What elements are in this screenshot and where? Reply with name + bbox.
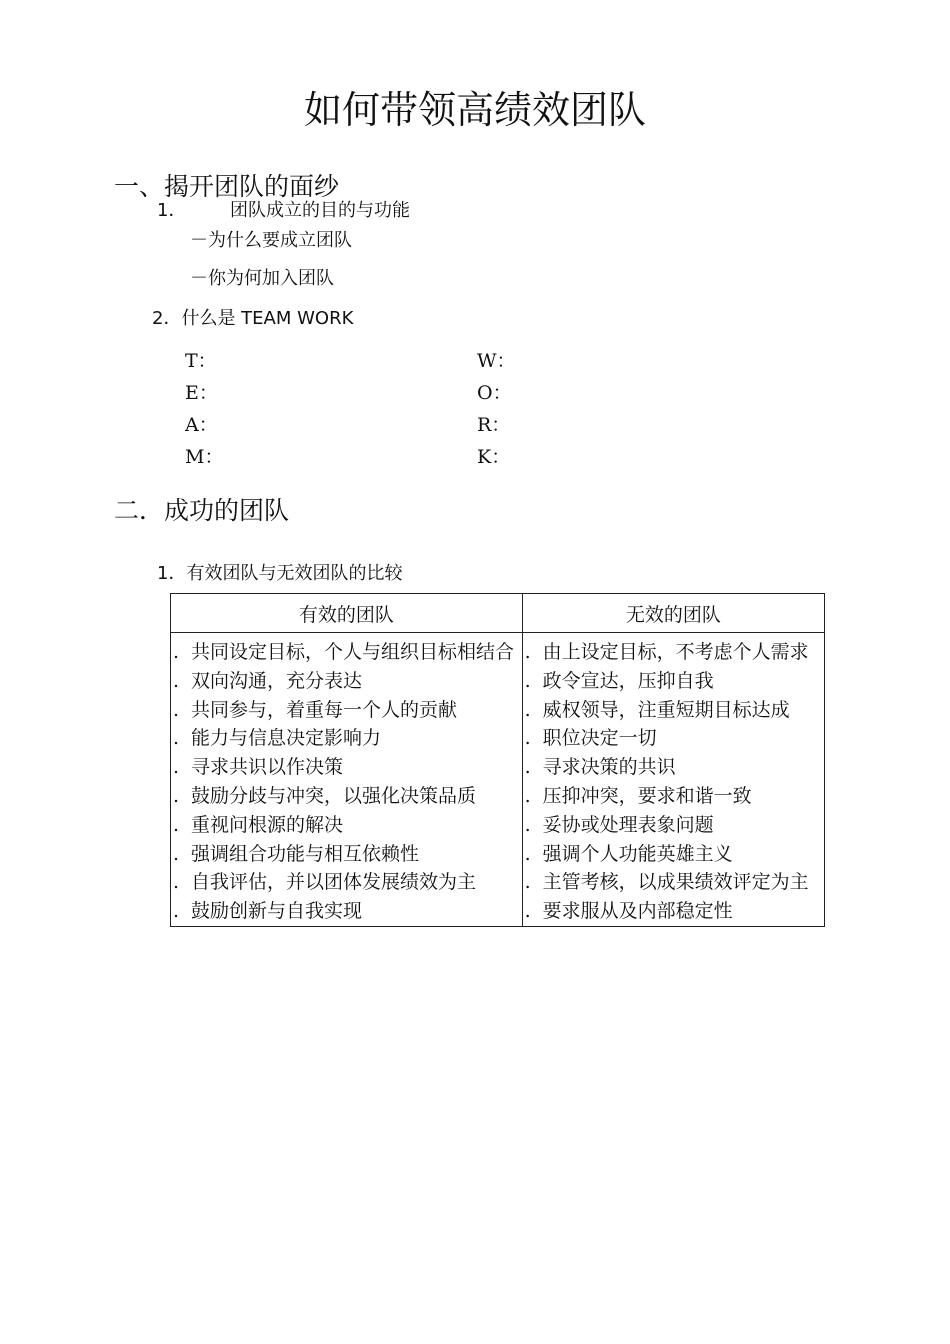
bullet: . xyxy=(524,669,531,692)
ineffective-item: 由上设定目标，不考虑个人需求 xyxy=(542,641,809,663)
bullet: . xyxy=(524,756,531,779)
comparison-table xyxy=(170,593,825,927)
table-row xyxy=(523,753,824,782)
table-header-row xyxy=(171,594,825,633)
ineffective-item: 职位决定一切 xyxy=(542,727,657,750)
table-row xyxy=(171,840,522,869)
bullet: . xyxy=(173,871,180,894)
table-row xyxy=(523,724,824,753)
letter-r: R： xyxy=(477,414,511,436)
section-1-item-1-text: 团队成立的目的与功能 xyxy=(230,200,410,221)
bullet: . xyxy=(173,727,180,750)
section-2-item-1: 1．有效团队与无效团队的比较 xyxy=(157,563,403,584)
bullet: . xyxy=(173,669,180,692)
ineffective-item: 威权领导，注重短期目标达成 xyxy=(542,698,790,721)
table-row xyxy=(171,811,522,840)
table-row xyxy=(523,638,824,667)
effective-item: 鼓励分歧与冲突，以强化决策品质 xyxy=(191,784,477,807)
section-1-item-2: 2．什么是 TEAM WORK xyxy=(152,308,354,329)
table-row xyxy=(523,811,824,840)
table-row xyxy=(523,667,824,696)
effective-item: 自我评估，并以团体发展绩效为主 xyxy=(191,871,477,894)
bullet: . xyxy=(524,842,531,865)
table-body-row xyxy=(171,633,825,927)
table-row xyxy=(523,840,824,869)
letter-k: K： xyxy=(477,446,511,468)
effective-item: 强调组合功能与相互依赖性 xyxy=(191,842,420,865)
section-1-item-1-number: 1． xyxy=(157,200,187,221)
table-row xyxy=(171,724,522,753)
effective-item: 共同参与，着重每一个人的贡献 xyxy=(191,698,458,721)
bullet: . xyxy=(524,871,531,894)
table-row xyxy=(171,753,522,782)
letter-a: A： xyxy=(185,414,218,436)
ineffective-column xyxy=(522,633,824,927)
document-title: 如何带领高绩效团队 xyxy=(303,88,646,132)
table-row xyxy=(523,696,824,725)
ineffective-item: 政令宣达，压抑自我 xyxy=(542,669,714,692)
effective-column xyxy=(171,633,523,927)
bullet: . xyxy=(173,813,180,836)
ineffective-item: 压抑冲突，要求和谐一致 xyxy=(542,784,752,807)
table-row xyxy=(171,782,522,811)
letter-e: E： xyxy=(185,382,218,404)
header-effective: 有效的团队 xyxy=(171,594,523,633)
bullet: . xyxy=(524,698,531,721)
effective-item: 鼓励创新与自我实现 xyxy=(191,900,363,923)
ineffective-item: 妥协或处理表象问题 xyxy=(542,813,714,836)
ineffective-item: 寻求决策的共识 xyxy=(542,756,676,779)
bullet: . xyxy=(524,784,531,807)
effective-item: 共同设定目标，个人与组织目标相结合 xyxy=(191,641,515,663)
effective-item: 双向沟通，充分表达 xyxy=(191,669,363,692)
table-row xyxy=(171,696,522,725)
bullet: . xyxy=(173,756,180,779)
section-1-heading: 一、揭开团队的面纱 xyxy=(114,172,340,201)
effective-item: 能力与信息决定影响力 xyxy=(191,727,382,750)
bullet: . xyxy=(173,842,180,865)
table-row xyxy=(523,897,824,926)
bullet: . xyxy=(524,641,531,663)
bullet: . xyxy=(173,900,180,923)
bullet: . xyxy=(524,813,531,836)
bullet: . xyxy=(173,641,180,663)
ineffective-item: 主管考核，以成果绩效评定为主 xyxy=(542,871,809,894)
bullet: . xyxy=(524,900,531,923)
letter-w: W： xyxy=(477,350,516,372)
letter-m: M： xyxy=(185,446,224,468)
section-1-sub-1: －为什么要成立团队 xyxy=(190,230,352,251)
ineffective-item: 强调个人功能英雄主义 xyxy=(542,842,733,865)
table-row xyxy=(171,638,522,667)
effective-item: 寻求共识以作决策 xyxy=(191,756,344,779)
header-ineffective: 无效的团队 xyxy=(522,594,824,633)
table-row xyxy=(523,782,824,811)
bullet: . xyxy=(173,784,180,807)
bullet: . xyxy=(524,727,531,750)
table-row xyxy=(523,868,824,897)
table-row xyxy=(171,897,522,926)
letter-o: O： xyxy=(477,382,512,404)
ineffective-item: 要求服从及内部稳定性 xyxy=(542,900,733,923)
table-row xyxy=(171,667,522,696)
effective-item: 重视问根源的解决 xyxy=(191,813,344,836)
section-1-sub-2: －你为何加入团队 xyxy=(190,268,334,289)
table-row xyxy=(171,868,522,897)
letter-t: T： xyxy=(185,350,217,372)
bullet: . xyxy=(173,698,180,721)
section-2-heading: 二．成功的团队 xyxy=(114,496,290,525)
